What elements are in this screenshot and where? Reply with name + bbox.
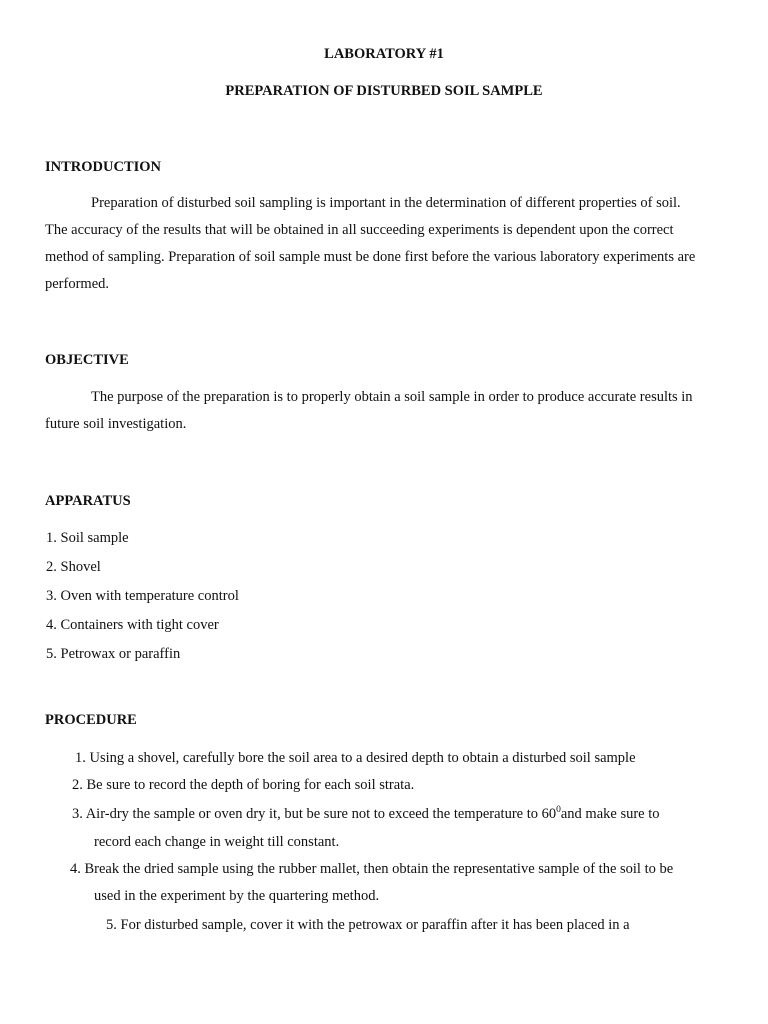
- procedure-step: 5. For disturbed sample, cover it with the petrowax or paraffin after it has been placed in a: [106, 917, 630, 933]
- procedure-step-continuation: used in the experiment by the quartering method.: [94, 888, 380, 904]
- apparatus-item: 5. Petrowax or paraffin: [46, 646, 181, 662]
- introduction-line: Preparation of disturbed soil sampling is important in the determination of different properties of soil.: [91, 195, 681, 211]
- objective-heading: OBJECTIVE: [45, 352, 129, 368]
- apparatus-item: 4. Containers with tight cover: [46, 617, 219, 633]
- procedure-step-text: 3. Air-dry the sample or oven dry it, but be sure not to exceed the temperature to 60: [72, 806, 557, 822]
- procedure-step-text: and make sure to: [560, 806, 660, 822]
- degree-superscript: 0: [556, 805, 561, 816]
- introduction-line: The accuracy of the results that will be obtained in all succeeding experiments is dependent upon the correct: [45, 222, 674, 238]
- apparatus-item: 1. Soil sample: [46, 530, 129, 546]
- procedure-step-continuation: record each change in weight till constant.: [94, 834, 340, 850]
- procedure-step: [72, 806, 660, 823]
- procedure-step: 4. Break the dried sample using the rubber mallet, then obtain the representative sample of the soil to be: [70, 861, 674, 877]
- introduction-heading: INTRODUCTION: [45, 159, 162, 175]
- introduction-line: method of sampling. Preparation of soil sample must be done first before the various laboratory experiments are: [45, 249, 696, 265]
- objective-line: future soil investigation.: [45, 416, 187, 432]
- procedure-step: 2. Be sure to record the depth of boring for each soil strata.: [72, 777, 415, 793]
- apparatus-heading: APPARATUS: [45, 493, 131, 509]
- apparatus-item: 2. Shovel: [46, 559, 101, 575]
- document-subtitle: PREPARATION OF DISTURBED SOIL SAMPLE: [225, 83, 543, 99]
- objective-line: The purpose of the preparation is to properly obtain a soil sample in order to produce accurate results in: [91, 389, 693, 405]
- introduction-line: performed.: [45, 276, 110, 292]
- document-title: LABORATORY #1: [324, 46, 444, 62]
- procedure-step: 1. Using a shovel, carefully bore the soil area to a desired depth to obtain a disturbed soil sample: [75, 750, 636, 766]
- apparatus-item: 3. Oven with temperature control: [46, 588, 239, 604]
- procedure-heading: PROCEDURE: [45, 712, 137, 728]
